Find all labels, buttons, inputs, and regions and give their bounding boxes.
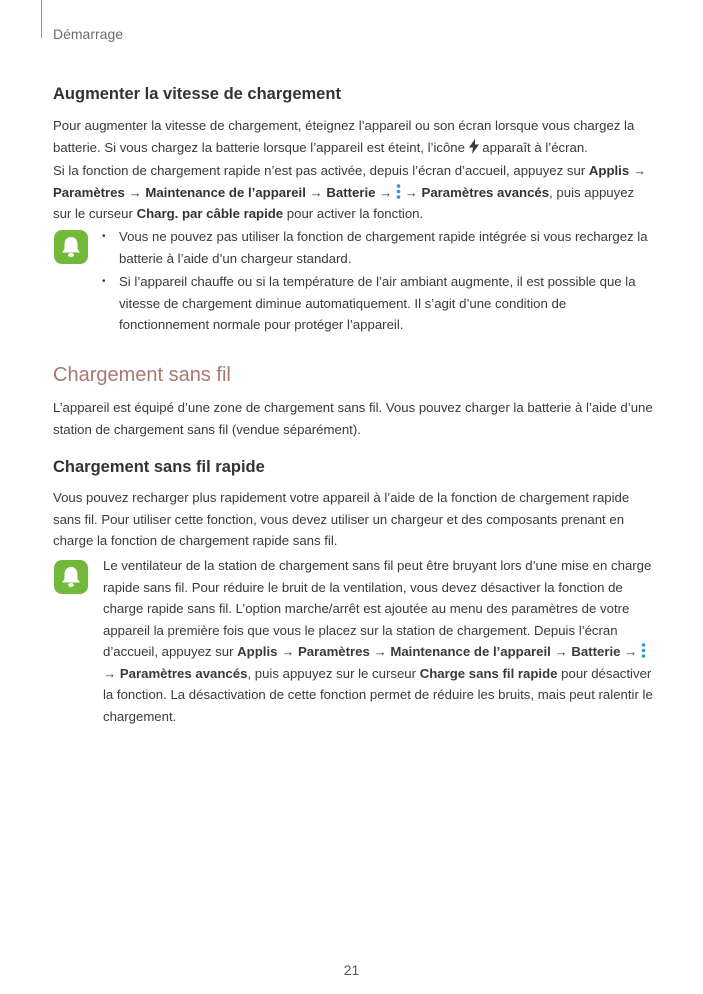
more-options-icon [641,643,646,658]
note-fast-wireless: Le ventilateur de la station de chargement sans fil peut être bruyant lors d’une mise en charge rapide sans fil. Pour réduire le bruit de la ventilation, vous devez désactiver la fonction de charge rapide sans fil. L’option marche/arrêt est ajoutée au menu des paramètres de votre appareil la première fois que vous le placez sur la station de chargement. Depuis l’écran d’accueil, appuyez sur Applis → Paramètres → Maintenance de l’appareil → Batterie → → Paramètres avancés, puis appuyez sur le curseur Charge sans fil rapide pour désactiver la fonction. La désactivation de cette fonction permet de réduire les bruits, mais peut ralentir le chargement. [103,558,653,724]
bolt-icon [469,139,479,154]
section-title-wireless-charging: Chargement sans fil [53,364,231,386]
note-bell-icon [54,560,88,594]
paragraph-fast-charging-steps: Si la fonction de chargement rapide n’est pas activée, depuis l’écran d’accueil, appuyez sur Applis → Paramètres → Maintenance de l’appareil → Batterie → → Paramètres avancés, puis appuyez sur le curseur Charg. par câble rapide pour activer la fonction. [53,163,647,221]
note-list [100,226,655,338]
paragraph-wireless-intro: L’appareil est équipé d’une zone de chargement sans fil. Vous pouvez charger la batterie à l’aide d’une station de chargement sans fil (vendue séparément). [53,400,653,437]
paragraph-fast-charging-intro: Pour augmenter la vitesse de chargement, éteignez l’appareil ou son écran lorsque vous chargez la batterie. Si vous chargez la batterie lorsque l’appareil est éteint, l’icône apparaît à l’écran. [53,118,635,155]
list-item: • Si l’appareil chauffe ou si la température de l’air ambiant augmente, il est possible que la vitesse de chargement diminue automatiquement. Il s’agit d’une condition de fonctionnement normale pour protéger l’appareil. [100,271,655,336]
list-item: • Vous ne pouvez pas utiliser la fonction de chargement rapide intégrée si vous rechargez la batterie à l’aide d’un chargeur standard. [100,226,655,269]
section-title-fast-wireless-charging: Chargement sans fil rapide [53,458,265,476]
page-number: 21 [343,962,360,978]
note-bell-icon [54,230,88,264]
paragraph-fast-wireless-intro: Vous pouvez recharger plus rapidement votre appareil à l’aide de la fonction de chargement rapide sans fil. Pour utiliser cette fonction, vous devez utiliser un chargeur et des composants prenant en charge la fonction de chargement rapide sans fil. [53,490,630,548]
header-rule [41,0,42,38]
section-title-fast-charging: Augmenter la vitesse de chargement [53,85,341,103]
running-header: Démarrage [53,26,124,42]
